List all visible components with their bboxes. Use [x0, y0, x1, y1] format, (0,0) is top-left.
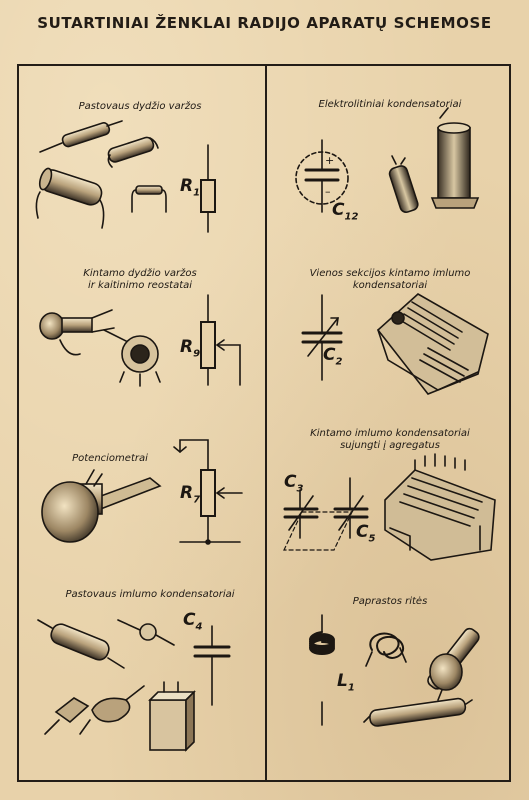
label-c12: $C_{12}$	[332, 200, 359, 223]
fixed-resistor-images	[36, 121, 166, 228]
caption-coils: Paprastos ritės	[352, 596, 428, 607]
ganged-capacitor-symbols	[284, 478, 367, 550]
fixed-capacitor-images	[38, 620, 194, 750]
ganged-capacitor-image	[385, 454, 495, 560]
label-c4: $C_4$	[183, 610, 203, 633]
minus-sign: –	[325, 185, 331, 198]
plus-sign: +	[325, 154, 335, 167]
label-r1: $R_1$	[180, 176, 201, 199]
coil-symbol-l1	[310, 615, 334, 725]
variable-capacitor-image	[378, 294, 488, 394]
caption-variable-capacitor-line1: Vienos sekcijos kintamo imlumo	[309, 268, 471, 279]
label-r9: $R_9$	[180, 337, 201, 360]
label-c5: $C_5$	[356, 522, 376, 545]
label-r7: $R_7$	[180, 483, 201, 506]
variable-capacitor-symbol-c2	[303, 295, 341, 380]
caption-ganged-capacitors-line1: Kintamo imlumo kondensatoriai	[310, 428, 470, 439]
electrolytic-symbol-c12	[296, 140, 348, 212]
caption-electrolytic-capacitors: Elektrolitiniai kondensatoriai	[318, 99, 462, 110]
potentiometer-symbol-r7	[174, 440, 242, 544]
label-c2: $C_2$	[323, 345, 343, 368]
caption-fixed-capacitors: Pastovaus imlumo kondensatoriai	[65, 589, 235, 600]
caption-variable-resistors-line2: ir kaitinimo reostatai	[87, 280, 193, 291]
rheostat-images	[40, 310, 160, 386]
caption-variable-resistors-line1: Kintamo dydžio varžos	[83, 268, 197, 279]
label-c3: $C_3$	[284, 472, 304, 495]
resistor-symbol-r9	[201, 295, 240, 385]
potentiometer-image	[42, 470, 160, 542]
capacitor-symbol-c4	[195, 626, 229, 705]
caption-fixed-resistors: Pastovaus dydžio varžos	[78, 101, 202, 112]
caption-variable-capacitor-line2: kondensatoriai	[352, 280, 428, 291]
electrolytic-images	[388, 108, 478, 214]
resistor-symbol-r1	[201, 145, 215, 232]
caption-ganged-capacitors-line2: sujungti į agregatus	[340, 440, 440, 451]
caption-potentiometers: Potenciometrai	[72, 453, 148, 464]
coil-images	[364, 626, 481, 727]
label-l1: $L_1$	[337, 671, 355, 694]
page-title: SUTARTINIAI ŽENKLAI RADIJO APARATŲ SCHEMOSE	[37, 14, 492, 32]
